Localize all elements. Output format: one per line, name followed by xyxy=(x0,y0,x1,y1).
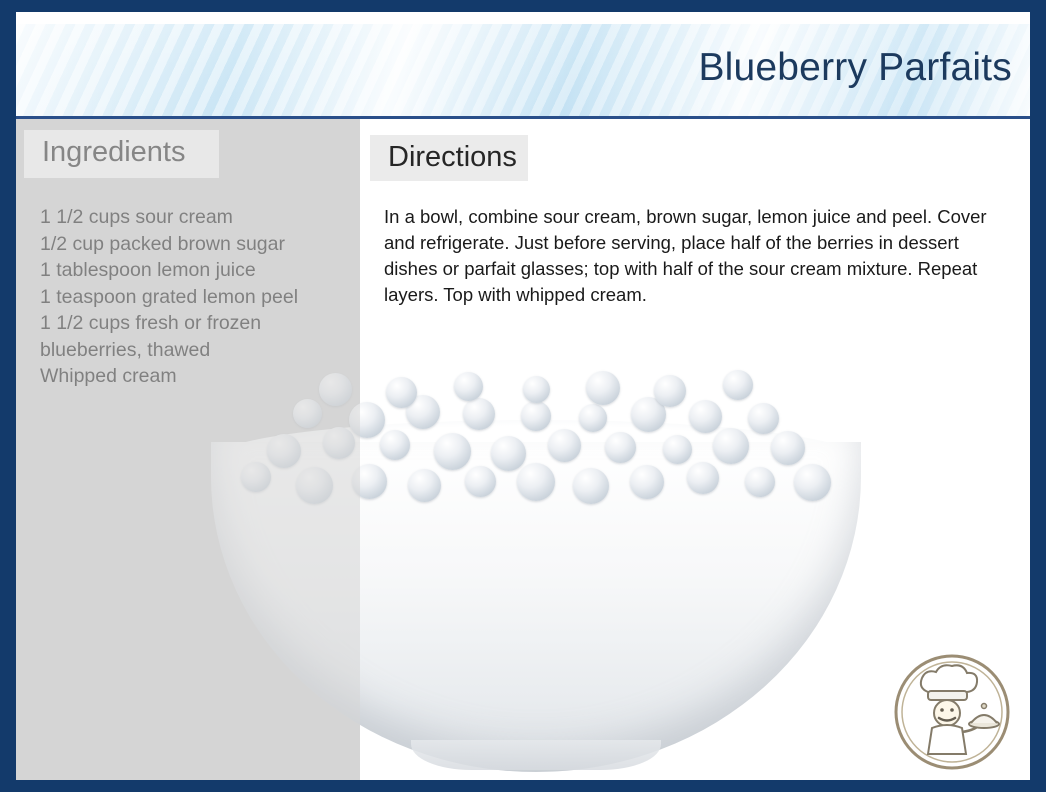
directions-heading-label: Directions xyxy=(388,141,517,173)
chef-icon xyxy=(892,652,1012,772)
header-banner xyxy=(16,24,1030,119)
page-title: Blueberry Parfaits xyxy=(698,46,1012,89)
slide-canvas xyxy=(16,12,1030,780)
chef-logo xyxy=(892,652,1012,772)
directions-body: In a bowl, combine sour cream, brown sugar, lemon juice and peel. Cover and refrigerate. Just before serving, place half of the berries in dessert dishes or parfait glasses; top with half of the sour cream mixture. Repeat layers. Top with whipped cream. xyxy=(384,206,987,305)
directions-heading-tab xyxy=(370,135,528,181)
ingredients-panel-overlay xyxy=(16,119,360,780)
